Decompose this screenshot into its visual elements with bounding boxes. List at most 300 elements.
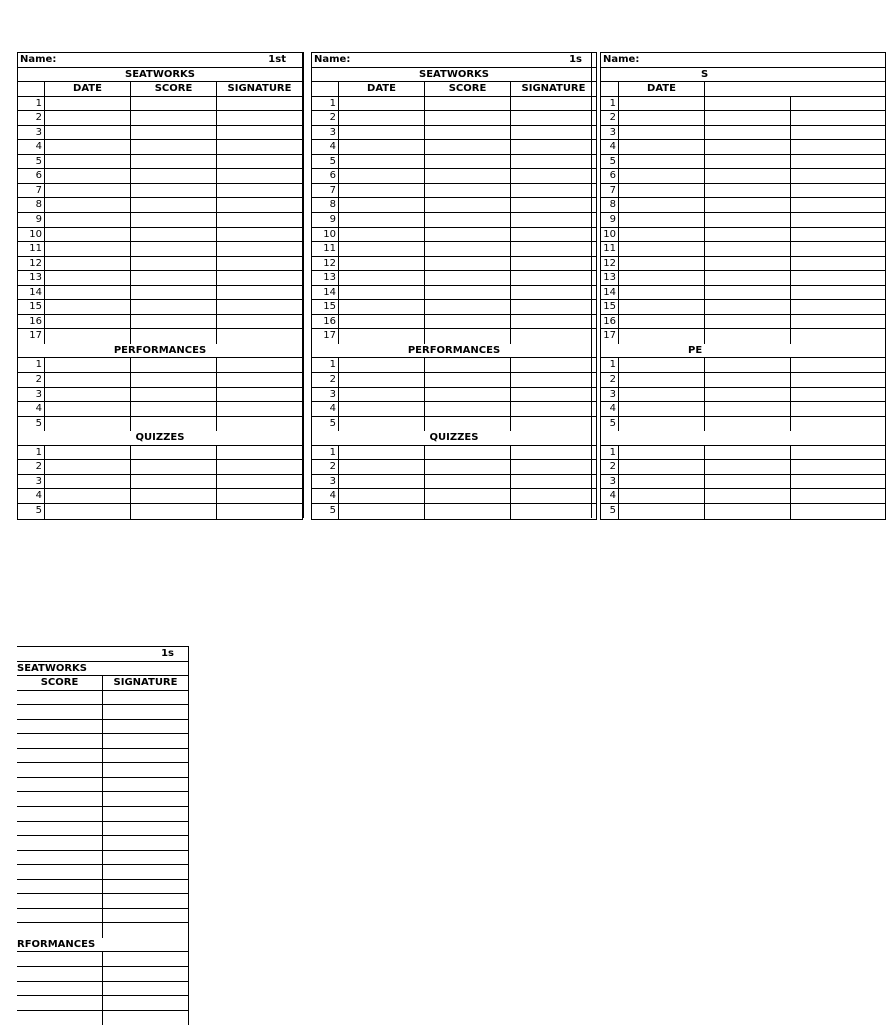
score-cell[interactable]: [425, 140, 511, 154]
signature-cell[interactable]: [217, 475, 302, 489]
score-cell[interactable]: [17, 720, 103, 734]
score-cell[interactable]: [425, 329, 511, 344]
score-cell[interactable]: [17, 851, 103, 865]
score-cell[interactable]: [705, 286, 791, 300]
score-cell[interactable]: [131, 213, 217, 227]
signature-cell[interactable]: [511, 417, 596, 432]
name-row: [312, 53, 596, 68]
signature-cell[interactable]: [217, 460, 302, 474]
signature-cell[interactable]: [511, 228, 596, 242]
score-cell[interactable]: [425, 286, 511, 300]
table-row: [601, 358, 885, 373]
date-cell[interactable]: [339, 228, 425, 242]
signature-cell[interactable]: [791, 475, 885, 489]
score-cell[interactable]: [425, 358, 511, 372]
date-cell[interactable]: [339, 358, 425, 372]
signature-cell[interactable]: [103, 763, 188, 777]
score-cell[interactable]: [705, 198, 791, 212]
signature-cell[interactable]: [791, 169, 885, 183]
date-cell[interactable]: [339, 184, 425, 198]
score-cell[interactable]: [17, 865, 103, 879]
score-cell[interactable]: [705, 155, 791, 169]
score-cell[interactable]: [131, 169, 217, 183]
score-cell[interactable]: [705, 184, 791, 198]
signature-cell[interactable]: [217, 184, 302, 198]
signature-cell[interactable]: [511, 213, 596, 227]
date-cell[interactable]: [45, 140, 131, 154]
signature-cell[interactable]: [511, 358, 596, 372]
date-cell[interactable]: [619, 140, 705, 154]
score-cell[interactable]: [131, 402, 217, 416]
date-cell[interactable]: [339, 198, 425, 212]
score-cell[interactable]: [131, 358, 217, 372]
score-cell[interactable]: [425, 300, 511, 314]
signature-cell[interactable]: [791, 489, 885, 503]
score-cell[interactable]: [131, 126, 217, 140]
signature-cell[interactable]: [791, 140, 885, 154]
signature-cell[interactable]: [103, 720, 188, 734]
score-cell[interactable]: [131, 111, 217, 125]
signature-cell[interactable]: [103, 734, 188, 748]
signature-cell[interactable]: [217, 111, 302, 125]
signature-cell[interactable]: [217, 213, 302, 227]
date-cell[interactable]: [619, 286, 705, 300]
signature-cell[interactable]: [511, 388, 596, 402]
signature-cell[interactable]: [103, 982, 188, 996]
signature-cell[interactable]: [217, 358, 302, 372]
score-cell[interactable]: [425, 388, 511, 402]
score-cell[interactable]: [705, 140, 791, 154]
signature-cell[interactable]: [791, 228, 885, 242]
date-cell[interactable]: [619, 402, 705, 416]
score-cell[interactable]: [705, 460, 791, 474]
score-cell[interactable]: [131, 300, 217, 314]
signature-cell[interactable]: [103, 749, 188, 763]
score-cell[interactable]: [131, 388, 217, 402]
date-cell[interactable]: [339, 155, 425, 169]
signature-cell[interactable]: [103, 952, 188, 966]
date-cell[interactable]: [339, 388, 425, 402]
score-cell[interactable]: [131, 315, 217, 329]
score-cell[interactable]: [705, 329, 791, 344]
score-cell[interactable]: [131, 504, 217, 519]
signature-cell[interactable]: [511, 169, 596, 183]
score-cell[interactable]: [17, 909, 103, 923]
score-cell[interactable]: [705, 169, 791, 183]
date-cell[interactable]: [339, 271, 425, 285]
date-cell[interactable]: [45, 417, 131, 432]
signature-cell[interactable]: [103, 778, 188, 792]
score-cell[interactable]: [705, 489, 791, 503]
signature-cell[interactable]: [217, 315, 302, 329]
row-number: 2: [601, 373, 619, 387]
table-row: [17, 894, 188, 909]
score-cell[interactable]: [425, 489, 511, 503]
date-cell[interactable]: [619, 126, 705, 140]
signature-cell[interactable]: [791, 300, 885, 314]
score-cell[interactable]: [425, 460, 511, 474]
score-cell[interactable]: [17, 822, 103, 836]
score-cell[interactable]: [425, 315, 511, 329]
score-cell[interactable]: [425, 504, 511, 519]
date-cell[interactable]: [619, 228, 705, 242]
signature-cell[interactable]: [511, 111, 596, 125]
score-cell[interactable]: [17, 967, 103, 981]
date-cell[interactable]: [619, 155, 705, 169]
date-cell[interactable]: [45, 271, 131, 285]
signature-cell[interactable]: [511, 198, 596, 212]
date-cell[interactable]: [339, 111, 425, 125]
signature-cell[interactable]: [103, 923, 188, 938]
score-cell[interactable]: [705, 446, 791, 460]
score-cell[interactable]: [425, 198, 511, 212]
score-cell[interactable]: [705, 402, 791, 416]
signature-cell[interactable]: [791, 257, 885, 271]
signature-cell[interactable]: [511, 315, 596, 329]
date-cell[interactable]: [45, 111, 131, 125]
date-cell[interactable]: [45, 329, 131, 344]
signature-cell[interactable]: [511, 242, 596, 256]
signature-cell[interactable]: [791, 315, 885, 329]
date-cell[interactable]: [619, 213, 705, 227]
signature-cell[interactable]: [791, 242, 885, 256]
signature-cell[interactable]: [511, 329, 596, 344]
score-cell[interactable]: [705, 417, 791, 432]
date-cell[interactable]: [619, 373, 705, 387]
date-cell[interactable]: [339, 300, 425, 314]
score-cell[interactable]: [131, 184, 217, 198]
signature-cell[interactable]: [217, 257, 302, 271]
date-cell[interactable]: [45, 315, 131, 329]
record-sheet-1: [17, 52, 303, 520]
score-cell[interactable]: [17, 734, 103, 748]
signature-cell[interactable]: [791, 417, 885, 432]
score-cell[interactable]: [705, 97, 791, 111]
score-cell[interactable]: [425, 446, 511, 460]
date-cell[interactable]: [45, 286, 131, 300]
signature-cell[interactable]: [217, 242, 302, 256]
date-cell[interactable]: [45, 460, 131, 474]
date-cell[interactable]: [619, 417, 705, 432]
score-cell[interactable]: [425, 475, 511, 489]
signature-cell[interactable]: [217, 271, 302, 285]
date-cell[interactable]: [45, 97, 131, 111]
date-cell[interactable]: [339, 504, 425, 519]
signature-cell[interactable]: [511, 446, 596, 460]
signature-cell[interactable]: [791, 286, 885, 300]
date-cell[interactable]: [619, 489, 705, 503]
date-cell[interactable]: [45, 257, 131, 271]
signature-cell[interactable]: [791, 271, 885, 285]
signature-cell[interactable]: [511, 300, 596, 314]
score-cell[interactable]: [705, 475, 791, 489]
score-cell[interactable]: [425, 169, 511, 183]
signature-cell[interactable]: [217, 489, 302, 503]
date-cell[interactable]: [45, 198, 131, 212]
date-cell[interactable]: [339, 446, 425, 460]
date-cell[interactable]: [339, 126, 425, 140]
signature-cell[interactable]: [511, 257, 596, 271]
signature-cell[interactable]: [103, 691, 188, 705]
score-cell[interactable]: [17, 749, 103, 763]
score-cell[interactable]: [425, 126, 511, 140]
signature-cell[interactable]: [791, 155, 885, 169]
record-sheet-3-clip: [600, 52, 709, 518]
date-cell[interactable]: [339, 489, 425, 503]
signature-cell[interactable]: [217, 388, 302, 402]
score-cell[interactable]: [131, 446, 217, 460]
signature-cell[interactable]: [103, 894, 188, 908]
score-cell[interactable]: [131, 97, 217, 111]
date-cell[interactable]: [619, 315, 705, 329]
signature-cell[interactable]: [103, 836, 188, 850]
date-cell[interactable]: [45, 213, 131, 227]
date-cell[interactable]: [45, 446, 131, 460]
score-cell[interactable]: [425, 111, 511, 125]
score-cell[interactable]: [705, 388, 791, 402]
signature-cell[interactable]: [511, 489, 596, 503]
date-cell[interactable]: [339, 140, 425, 154]
score-cell[interactable]: [17, 778, 103, 792]
row-number: 4: [312, 402, 339, 416]
signature-cell[interactable]: [791, 460, 885, 474]
date-cell[interactable]: [339, 213, 425, 227]
score-cell[interactable]: [705, 504, 791, 519]
score-cell[interactable]: [425, 402, 511, 416]
signature-cell[interactable]: [217, 228, 302, 242]
signature-cell[interactable]: [791, 329, 885, 344]
date-cell[interactable]: [619, 388, 705, 402]
row-number: 4: [312, 489, 339, 503]
signature-cell[interactable]: [217, 329, 302, 344]
signature-cell[interactable]: [103, 909, 188, 923]
score-cell[interactable]: [705, 300, 791, 314]
date-cell[interactable]: [45, 489, 131, 503]
score-cell[interactable]: [425, 213, 511, 227]
date-cell[interactable]: [45, 504, 131, 519]
score-cell[interactable]: [17, 894, 103, 908]
date-cell[interactable]: [619, 111, 705, 125]
signature-cell[interactable]: [103, 851, 188, 865]
date-cell[interactable]: [339, 417, 425, 432]
signature-cell[interactable]: [791, 184, 885, 198]
score-cell[interactable]: [705, 271, 791, 285]
date-cell[interactable]: [339, 97, 425, 111]
signature-cell[interactable]: [511, 373, 596, 387]
signature-cell[interactable]: [511, 504, 596, 519]
signature-cell[interactable]: [103, 1011, 188, 1025]
signature-cell[interactable]: [217, 402, 302, 416]
signature-cell[interactable]: [217, 417, 302, 432]
score-cell[interactable]: [17, 923, 103, 938]
score-cell[interactable]: [131, 417, 217, 432]
date-cell[interactable]: [619, 358, 705, 372]
date-cell[interactable]: [339, 286, 425, 300]
score-cell[interactable]: [425, 257, 511, 271]
score-cell[interactable]: [705, 126, 791, 140]
date-cell[interactable]: [45, 126, 131, 140]
score-cell[interactable]: [705, 257, 791, 271]
signature-cell[interactable]: [511, 475, 596, 489]
date-cell[interactable]: [339, 329, 425, 344]
date-cell[interactable]: [619, 257, 705, 271]
date-cell[interactable]: [619, 271, 705, 285]
score-cell[interactable]: [705, 228, 791, 242]
signature-cell[interactable]: [791, 446, 885, 460]
score-cell[interactable]: [17, 1011, 103, 1025]
date-cell[interactable]: [45, 228, 131, 242]
date-cell[interactable]: [339, 315, 425, 329]
date-cell[interactable]: [339, 257, 425, 271]
signature-cell[interactable]: [791, 198, 885, 212]
date-cell[interactable]: [619, 475, 705, 489]
date-cell[interactable]: [619, 504, 705, 519]
signature-cell[interactable]: [511, 184, 596, 198]
signature-cell[interactable]: [511, 140, 596, 154]
score-cell[interactable]: [131, 198, 217, 212]
score-cell[interactable]: [17, 705, 103, 719]
signature-cell[interactable]: [217, 97, 302, 111]
date-cell[interactable]: [619, 242, 705, 256]
score-cell[interactable]: [131, 373, 217, 387]
date-cell[interactable]: [45, 155, 131, 169]
signature-cell[interactable]: [217, 155, 302, 169]
score-cell[interactable]: [17, 691, 103, 705]
date-cell[interactable]: [619, 300, 705, 314]
date-cell[interactable]: [619, 460, 705, 474]
score-cell[interactable]: [17, 792, 103, 806]
date-cell[interactable]: [45, 358, 131, 372]
date-cell[interactable]: [339, 373, 425, 387]
score-cell[interactable]: [17, 836, 103, 850]
date-cell[interactable]: [45, 373, 131, 387]
score-cell[interactable]: [131, 475, 217, 489]
date-cell[interactable]: [339, 460, 425, 474]
score-cell[interactable]: [705, 358, 791, 372]
table-row: [601, 155, 885, 170]
signature-cell[interactable]: [791, 111, 885, 125]
signature-cell[interactable]: [217, 504, 302, 519]
score-cell[interactable]: [17, 880, 103, 894]
signature-cell[interactable]: [511, 271, 596, 285]
score-cell[interactable]: [705, 213, 791, 227]
score-cell[interactable]: [131, 155, 217, 169]
signature-cell[interactable]: [217, 198, 302, 212]
signature-cell[interactable]: [103, 807, 188, 821]
signature-cell[interactable]: [103, 865, 188, 879]
score-cell[interactable]: [425, 242, 511, 256]
signature-cell[interactable]: [217, 300, 302, 314]
date-cell[interactable]: [619, 446, 705, 460]
score-cell[interactable]: [425, 97, 511, 111]
signature-cell[interactable]: [511, 126, 596, 140]
signature-cell[interactable]: [103, 967, 188, 981]
date-cell[interactable]: [339, 402, 425, 416]
signature-cell[interactable]: [103, 996, 188, 1010]
signature-cell[interactable]: [217, 126, 302, 140]
score-cell[interactable]: [131, 271, 217, 285]
score-cell[interactable]: [425, 417, 511, 432]
signature-cell[interactable]: [103, 792, 188, 806]
signature-cell[interactable]: [511, 97, 596, 111]
score-cell[interactable]: [705, 373, 791, 387]
signature-cell[interactable]: [511, 155, 596, 169]
score-cell[interactable]: [131, 228, 217, 242]
signature-cell[interactable]: [791, 358, 885, 372]
date-cell[interactable]: [45, 475, 131, 489]
table-row: [18, 286, 302, 301]
score-cell[interactable]: [425, 184, 511, 198]
date-cell[interactable]: [45, 402, 131, 416]
signature-cell[interactable]: [103, 880, 188, 894]
table-row: [17, 952, 188, 967]
signature-cell[interactable]: [791, 126, 885, 140]
signature-cell[interactable]: [791, 213, 885, 227]
date-cell[interactable]: [619, 329, 705, 344]
score-cell[interactable]: [131, 329, 217, 344]
row-number: 3: [18, 126, 45, 140]
signature-cell[interactable]: [511, 460, 596, 474]
date-cell[interactable]: [619, 184, 705, 198]
date-cell[interactable]: [45, 184, 131, 198]
score-cell[interactable]: [425, 228, 511, 242]
score-cell[interactable]: [131, 286, 217, 300]
signature-cell[interactable]: [217, 373, 302, 387]
score-cell[interactable]: [17, 763, 103, 777]
date-cell[interactable]: [45, 300, 131, 314]
signature-cell[interactable]: [791, 504, 885, 519]
score-cell[interactable]: [425, 271, 511, 285]
date-cell[interactable]: [339, 169, 425, 183]
signature-cell[interactable]: [217, 140, 302, 154]
score-cell[interactable]: [131, 242, 217, 256]
score-cell[interactable]: [17, 982, 103, 996]
score-cell[interactable]: [17, 952, 103, 966]
signature-cell[interactable]: [103, 822, 188, 836]
score-cell[interactable]: [131, 489, 217, 503]
score-cell[interactable]: [425, 373, 511, 387]
score-cell[interactable]: [705, 242, 791, 256]
date-cell[interactable]: [45, 169, 131, 183]
score-cell[interactable]: [131, 257, 217, 271]
score-cell[interactable]: [705, 111, 791, 125]
signature-cell[interactable]: [217, 169, 302, 183]
date-cell[interactable]: [619, 97, 705, 111]
score-cell[interactable]: [425, 155, 511, 169]
score-cell[interactable]: [17, 996, 103, 1010]
signature-cell[interactable]: [217, 286, 302, 300]
date-cell[interactable]: [619, 198, 705, 212]
date-cell[interactable]: [45, 242, 131, 256]
signature-cell[interactable]: [217, 446, 302, 460]
signature-cell[interactable]: [511, 402, 596, 416]
score-cell[interactable]: [131, 140, 217, 154]
score-cell[interactable]: [705, 315, 791, 329]
date-cell[interactable]: [339, 242, 425, 256]
signature-cell[interactable]: [791, 402, 885, 416]
score-header: SCORE: [425, 82, 511, 96]
signature-cell[interactable]: [103, 705, 188, 719]
score-cell[interactable]: [131, 460, 217, 474]
signature-cell[interactable]: [791, 388, 885, 402]
signature-cell[interactable]: [791, 373, 885, 387]
date-cell[interactable]: [619, 169, 705, 183]
signature-cell[interactable]: [511, 286, 596, 300]
signature-cell[interactable]: [791, 97, 885, 111]
date-cell[interactable]: [45, 388, 131, 402]
date-cell[interactable]: [339, 475, 425, 489]
score-cell[interactable]: [17, 807, 103, 821]
